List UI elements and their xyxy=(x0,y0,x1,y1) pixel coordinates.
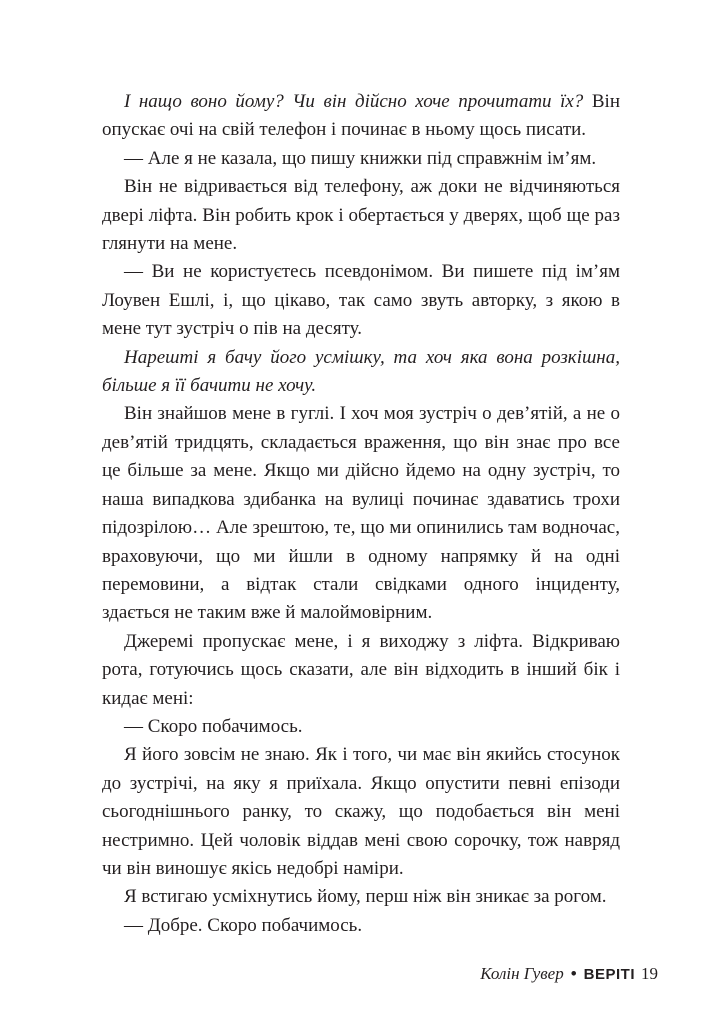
footer-separator: • xyxy=(570,964,577,983)
page-number: 19 xyxy=(641,964,658,983)
paragraph xyxy=(102,88,620,145)
paragraph-text: Він опускає очі на свій телефон і починає в ньому щось писати. xyxy=(102,91,620,141)
italic-paragraph: Нарешті я бачу його усмішку, та хоч яка вона розкішна, більше я її бачити не хочу. xyxy=(102,346,620,397)
paragraph: Він не відривається від телефону, аж доки не відчиняються двері ліфта. Він робить крок і обертається у дверях, щоб ще раз глянути на мене. xyxy=(102,176,620,255)
dialogue-line: — Ви не користуєтесь псевдонімом. Ви пишете під ім’ям Лоувен Ешлі, і, що цікаво, так само звуть авторку, з якою в мене тут зустріч о пів на десяту. xyxy=(102,261,620,340)
dialogue-line: — Скоро побачимось. xyxy=(124,715,303,737)
paragraph: Він знайшов мене в гуглі. І хоч моя зустріч о дев’ятій, а не о дев’ятій тридцять, складається враження, що він знає про все це більше за мене. Якщо ми дійсно йдемо на одну зустріч, то наша випадкова здибанка на вулиці починає здаватись трохи підозрілою… Але зрештою, те, що ми опинились там водночас, враховуючи, що ми йшли в одному напрямку й на одні перемовини, а відтак стали свідками одного інциденту, здається не таким вже й малоймовірним. xyxy=(102,403,620,624)
footer-author: Колін Гувер xyxy=(480,964,564,983)
italic-thought: І нащо воно йому? Чи він дійсно хоче прочитати їх? xyxy=(124,91,584,112)
paragraph: Я встигаю усміхнутись йому, перш ніж він зникає за рогом. xyxy=(124,886,607,908)
paragraph: Джеремі пропускає мене, і я виходжу з ліфта. Відкриваю рота, готуючись щось сказати, але він відходить в інший бік і кидає мені: xyxy=(102,630,620,709)
footer-book-title: ВЕРІТІ xyxy=(583,966,635,983)
page-body xyxy=(102,88,620,940)
page-footer xyxy=(480,962,658,987)
dialogue-line: — Але я не казала, що пишу книжки під справжнім ім’ям. xyxy=(124,147,597,169)
dialogue-line: — Добре. Скоро побачимось. xyxy=(124,914,363,936)
paragraph: Я його зовсім не знаю. Як і того, чи має він якийсь стосунок до зустрічі, на яку я приїхала. Якщо опустити певні епізоди сьогоднішнього ранку, то скажу, що подобається він мені нестримно. Цей чоловік віддав мені свою сорочку, тож навряд чи він виношує якісь недобрі наміри. xyxy=(102,744,620,879)
